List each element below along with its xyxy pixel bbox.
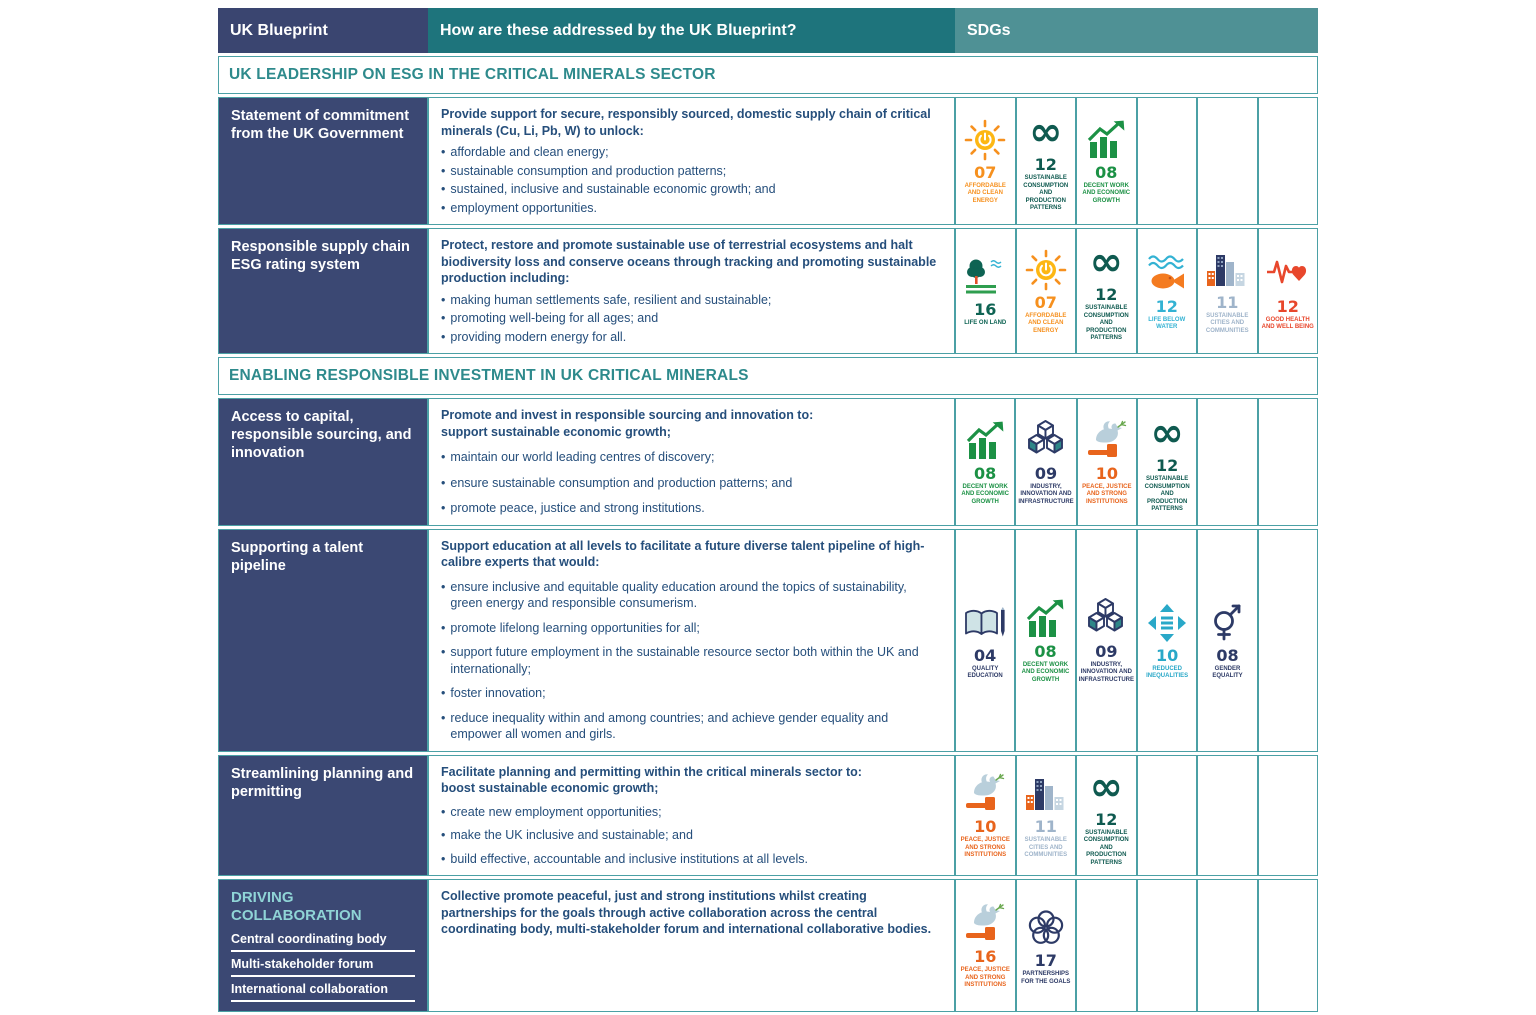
sdg-cell: [955, 755, 1016, 877]
sdg-number: 09: [1034, 463, 1058, 483]
growth-chart-icon: [963, 418, 1007, 464]
sdg-cell: [1076, 529, 1137, 752]
sdg-number: 12: [1156, 456, 1179, 475]
sdg-number: 12: [1095, 809, 1118, 829]
description-bullet: [441, 181, 942, 198]
description-bullet: [441, 827, 942, 844]
description-cell: [428, 529, 955, 752]
bullet-dot: •: [441, 145, 446, 159]
growth-chart-icon: [1023, 596, 1067, 642]
bullet-dot: •: [441, 710, 446, 725]
bullet-text: promote lifelong learning opportunities for all;: [450, 620, 700, 635]
table-row: [218, 398, 1318, 526]
sdg-number: 12: [1095, 285, 1118, 305]
blueprint-title: Access to capital, responsible sourcing, and innovation: [231, 409, 412, 462]
description-intro: Protect, restore and promote sustainable use of terrestrial ecosystems and halt biodiversity loss and conserve oceans through tracking and promoting sustainable production including:: [441, 238, 937, 285]
header-how-addressed: How are these addressed by the UK Blueprint?: [428, 8, 955, 53]
sdg-cell: [1137, 228, 1198, 354]
sdg-cell: [1016, 879, 1077, 1012]
cubes-icon: [1084, 596, 1128, 642]
city-icon: [1024, 771, 1068, 817]
table-row: [218, 755, 1318, 877]
description-bullet: [441, 310, 942, 327]
sdg-cell: [1016, 97, 1077, 225]
table-row: [218, 529, 1318, 752]
section-title: ENABLING RESPONSIBLE INVESTMENT IN UK CRITICAL MINERALS: [218, 357, 1318, 395]
partnership-wreath-icon: [1024, 905, 1068, 951]
sdg-number: 11: [1034, 817, 1057, 836]
bullet-text: ensure inclusive and equitable quality education around the topics of sustainability, green energy and responsible consumerism.: [450, 579, 907, 610]
description-intro: Provide support for secure, responsibly sourced, domestic supply chain of critical minerals (Cu, Li, Pb, W) to unlock:: [441, 107, 931, 138]
bullet-dot: •: [441, 292, 446, 307]
sdg-label: DECENT WORK AND ECONOMIC GROWTH: [1082, 182, 1131, 204]
sdg-label: GENDER EQUALITY: [1212, 665, 1243, 679]
description-bullet: [441, 710, 942, 743]
bullet-dot: •: [441, 828, 446, 842]
sdg-cell-empty: [1258, 398, 1318, 526]
bullet-text: create new employment opportunities;: [450, 804, 662, 819]
description-cell: [428, 398, 955, 526]
sdg-label: LIFE BELOW WATER: [1148, 316, 1186, 330]
sdg-label: QUALITY EDUCATION: [967, 665, 1003, 679]
section-title: UK LEADERSHIP ON ESG IN THE CRITICAL MINERALS SECTOR: [218, 56, 1318, 94]
bullet-text: promote peace, justice and strong institutions.: [450, 501, 705, 515]
bullet-text: sustained, inclusive and sustainable economic growth; and: [450, 182, 776, 196]
description-cell: [428, 97, 955, 225]
sdg-cell: [1197, 529, 1257, 752]
description-bullet: [441, 500, 942, 517]
sdg-label: PEACE, JUSTICE AND STRONG INSTITUTIONS: [960, 837, 1010, 858]
sdg-label: PEACE, JUSTICE AND STRONG INSTITUTIONS: [960, 967, 1010, 989]
dove-gavel-icon: [963, 771, 1007, 817]
sdg-label: LIFE ON LAND: [964, 320, 1007, 327]
sdg-label: SUSTAINABLE CITIES AND COMMUNITIES: [1024, 837, 1068, 858]
sdg-cell-empty: [1258, 97, 1319, 225]
bullet-dot: •: [441, 686, 446, 700]
blueprint-cell: [218, 879, 428, 1012]
blueprint-title: Streamlining planning and permitting: [231, 765, 414, 800]
header-sdgs: SDGs: [955, 8, 1318, 53]
sdg-label: SUSTAINABLE CONSUMPTION AND PRODUCTION PATTERNS: [1083, 829, 1129, 866]
sdg-cell: [1076, 228, 1137, 354]
bullet-text: promoting well-being for all ages; and: [450, 311, 659, 325]
blueprint-cell: [218, 398, 428, 526]
sdg-number: 12: [1276, 296, 1299, 316]
bullet-text: support future employment in the sustainable resource sector both within the UK and internationally;: [450, 645, 919, 676]
header-uk-blueprint: UK Blueprint: [218, 8, 428, 53]
blueprint-cell: [218, 228, 428, 354]
tree-icon: [963, 254, 1007, 300]
description-bullet: [441, 620, 942, 637]
sdg-cell: [1076, 97, 1137, 225]
description-bullet: [441, 292, 942, 309]
growth-chart-icon: [1084, 117, 1128, 163]
sdg-number: 04: [974, 645, 997, 665]
blueprint-title: DRIVING COLLABORATION: [231, 889, 362, 924]
sdg-label: PARTNERSHIPS FOR THE GOALS: [1021, 971, 1071, 985]
description-bullet: [441, 685, 942, 702]
bullet-dot: •: [441, 182, 446, 196]
sdg-number: 08: [1095, 162, 1118, 182]
sdg-cell-empty: [1197, 398, 1257, 526]
description-bullet: [441, 804, 942, 821]
sdg-number: 10: [974, 817, 997, 836]
blueprint-sub-item: Multi-stakeholder forum: [231, 952, 415, 977]
bullet-text: sustainable consumption and production patterns;: [450, 163, 727, 178]
table-row: [218, 97, 1318, 225]
infinity-icon: ∞: [1029, 109, 1063, 156]
sdg-cell: [1076, 755, 1137, 877]
table-row: [218, 228, 1318, 354]
sdg-cell: [1016, 755, 1077, 877]
sdg-cell-empty: [1258, 755, 1319, 877]
sdg-cell-empty: [1197, 755, 1258, 877]
sdg-label: DECENT WORK AND ECONOMIC GROWTH: [1021, 661, 1070, 683]
sun-icon: [1024, 247, 1068, 293]
bullet-text: maintain our world leading centres of discovery;: [450, 450, 715, 464]
bullet-dot: •: [441, 501, 446, 515]
blueprint-cell: [218, 755, 428, 877]
description-intro: Collective promote peaceful, just and strong institutions whilst creating partnerships for the goals through active collaboration across the central coordinating body, multi-stakeholder forum and international collaborative bodies.: [441, 889, 932, 936]
sdg-number: 16: [974, 947, 997, 967]
blueprint-sub-item: Central coordinating body: [231, 927, 415, 952]
sdg-label: AFFORDABLE AND CLEAN ENERGY: [1025, 312, 1067, 334]
description-intro: Support education at all levels to facilitate a future diverse talent pipeline of high-calibre experts that would:: [441, 538, 925, 569]
bullet-text: employment opportunities.: [450, 200, 597, 215]
bullet-text: make the UK inclusive and sustainable; and: [450, 828, 693, 842]
sdg-cell: [1015, 398, 1076, 526]
sdg-cell: [955, 97, 1016, 225]
bullet-dot: •: [441, 804, 446, 819]
table-row: [218, 879, 1318, 1012]
sdg-label: INDUSTRY, INNOVATION AND INFRASTRUCTURE: [1018, 483, 1074, 505]
description-bullet: [441, 475, 942, 492]
description-bullet: [441, 851, 942, 868]
blueprint-cell: [218, 529, 428, 752]
bullet-dot: •: [441, 645, 446, 659]
description-bullet: [441, 200, 942, 217]
sdg-cell: [955, 398, 1015, 526]
description-bullet: [441, 144, 942, 161]
sdg-label: DECENT WORK AND ECONOMIC GROWTH: [961, 483, 1009, 505]
description-intro: Promote and invest in responsible sourcing and innovation to: support sustainable economic growth;: [441, 408, 814, 439]
description-cell: [428, 755, 955, 877]
bullet-dot: •: [441, 475, 446, 490]
bullet-dot: •: [441, 620, 446, 635]
sdg-label: REDUCED INEQUALITIES: [1146, 665, 1189, 679]
table-header-row: [218, 8, 1318, 53]
sdg-cell: [1137, 529, 1197, 752]
bullet-dot: •: [441, 311, 446, 325]
bullet-dot: •: [441, 579, 446, 594]
blueprint-title: Responsible supply chain ESG rating system: [231, 239, 410, 274]
sdg-number: 11: [1216, 292, 1239, 312]
sdg-cell-empty: [1258, 879, 1319, 1012]
sdg-number: 08: [1216, 645, 1239, 665]
description-bullet: [441, 329, 942, 346]
bullet-dot: •: [441, 329, 446, 344]
description-bullet: [441, 163, 942, 180]
sdg-cell: [1258, 228, 1319, 354]
description-cell: [428, 228, 955, 354]
bullet-text: reduce inequality within and among countries; and achieve gender equality and empower all women and girls.: [450, 710, 889, 741]
sdg-number: 09: [1095, 641, 1118, 661]
sdg-number: 07: [1034, 292, 1057, 312]
bullet-dot: •: [441, 851, 446, 866]
infinity-icon: ∞: [1089, 239, 1123, 286]
bullet-text: making human settlements safe, resilient and sustainable;: [450, 292, 772, 307]
city-icon: [1205, 247, 1249, 293]
sdg-number: 12: [1155, 296, 1178, 316]
sdg-cell: [1015, 529, 1075, 752]
sdg-number: 16: [974, 300, 997, 320]
bullet-dot: •: [441, 450, 446, 464]
table-body: [218, 56, 1318, 1012]
sdg-cell: [955, 529, 1015, 752]
infinity-icon: ∞: [1089, 763, 1123, 810]
sun-icon: [963, 117, 1007, 163]
book-pencil-icon: [962, 600, 1008, 646]
fish-waves-icon: [1145, 251, 1189, 297]
sdg-label: GOOD HEALTH AND WELL BEING: [1261, 316, 1314, 330]
sdg-cell-empty: [1258, 529, 1318, 752]
inequality-arrows-icon: [1145, 600, 1189, 646]
sdg-cell: [1077, 398, 1137, 526]
bullet-dot: •: [441, 200, 446, 215]
dove-gavel-icon: [963, 901, 1007, 947]
description-intro: Facilitate planning and permitting within the critical minerals sector to: boost sustainable economic growth;: [441, 764, 862, 795]
sdg-cell-empty: [1137, 879, 1198, 1012]
sdg-cell: [1137, 398, 1197, 526]
sdg-number: 07: [974, 162, 997, 182]
bullet-dot: •: [441, 163, 446, 178]
sdg-cell: [1016, 228, 1077, 354]
sdg-label: AFFORDABLE AND CLEAN ENERGY: [964, 182, 1006, 204]
sdg-number: 08: [1034, 641, 1057, 661]
blueprint-cell: [218, 97, 428, 225]
description-bullet: [441, 644, 942, 677]
sdg-label: PEACE, JUSTICE AND STRONG INSTITUTIONS: [1082, 483, 1132, 505]
infinity-icon: ∞: [1150, 410, 1184, 456]
sdg-number: 10: [1156, 645, 1179, 665]
sdg-cell: [1197, 228, 1258, 354]
gender-symbol-icon: [1205, 600, 1249, 646]
blueprint-title: Statement of commitment from the UK Government: [231, 108, 410, 143]
sdg-label: SUSTAINABLE CONSUMPTION AND PRODUCTION PATTERNS: [1083, 305, 1129, 342]
description-bullet: [441, 449, 942, 466]
sdg-label: SUSTAINABLE CONSUMPTION AND PRODUCTION PATTERNS: [1144, 476, 1190, 512]
blueprint-sub-item: International collaboration: [231, 977, 415, 1002]
sdg-label: SUSTAINABLE CONSUMPTION AND PRODUCTION PATTERNS: [1023, 175, 1069, 212]
sdg-cell-empty: [1076, 879, 1137, 1012]
sdg-cell-empty: [1137, 97, 1198, 225]
sdg-cell: [955, 879, 1016, 1012]
bullet-text: affordable and clean energy;: [450, 145, 609, 159]
bullet-text: foster innovation;: [450, 686, 546, 700]
bullet-text: build effective, accountable and inclusive institutions at all levels.: [450, 851, 809, 866]
sdg-cell-empty: [1137, 755, 1198, 877]
blueprint-title: Supporting a talent pipeline: [231, 539, 364, 574]
sdg-label: INDUSTRY, INNOVATION AND INFRASTRUCTURE: [1078, 661, 1134, 683]
sdg-cell-empty: [1197, 879, 1258, 1012]
heartbeat-heart-icon: [1266, 251, 1310, 297]
bullet-text: providing modern energy for all.: [450, 329, 627, 344]
sdg-number: 12: [1034, 155, 1057, 175]
dove-gavel-icon: [1085, 418, 1129, 464]
sdg-cell: [955, 228, 1016, 354]
sdg-number: 10: [1095, 463, 1118, 483]
cubes-icon: [1024, 418, 1068, 464]
description-cell: [428, 879, 955, 1012]
sdg-number: 08: [974, 463, 997, 483]
sdg-number: 17: [1034, 951, 1057, 970]
sdg-cell-empty: [1197, 97, 1258, 225]
sdg-label: SUSTAINABLE CITIES AND COMMUNITIES: [1205, 312, 1249, 334]
bullet-text: ensure sustainable consumption and production patterns; and: [450, 475, 793, 490]
description-bullet: [441, 579, 942, 612]
